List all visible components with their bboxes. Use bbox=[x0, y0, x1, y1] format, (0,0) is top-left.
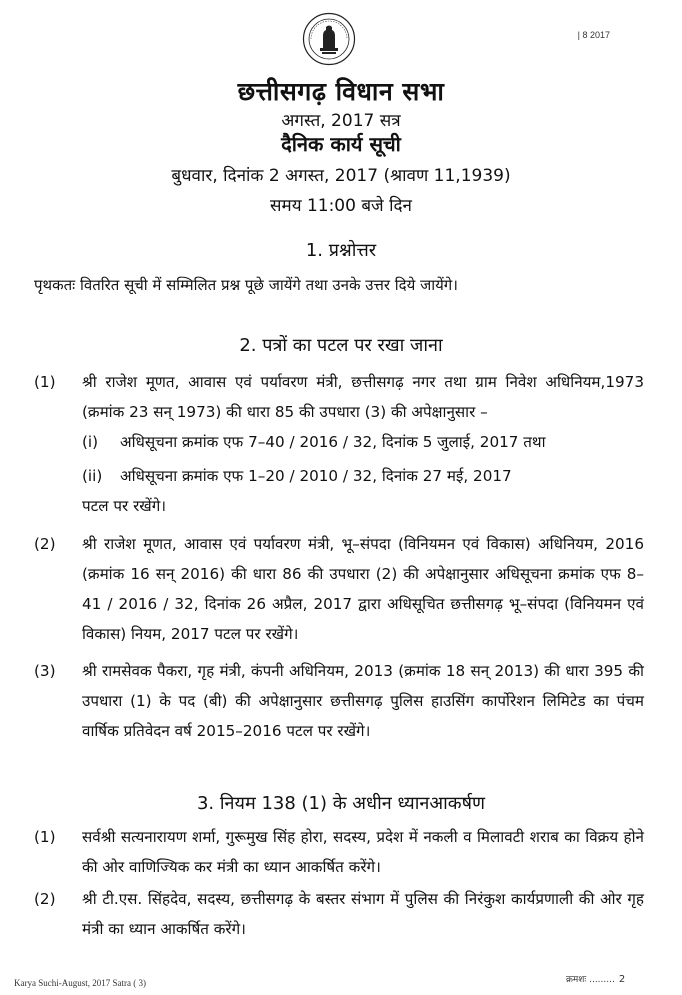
agenda-title: दैनिक कार्य सूची bbox=[281, 132, 401, 156]
section-heading-papers: 2. पत्रों का पटल पर रखा जाना bbox=[239, 335, 443, 356]
item-text: श्री टी.एस. सिंहदेव, सदस्य, छत्तीसगढ़ के बस्तर संभाग में पुलिस की निरंकुश कार्यप्रणाली की ओर गृह मंत्री का ध्यान आकर्षित करेंगे। bbox=[82, 890, 644, 938]
section-text-questions: पृथकतः वितरित सूची में सम्मिलित प्रश्न पूछे जायेंगे तथा उनके उत्तर दिये जायेंगे। bbox=[34, 276, 458, 294]
subitem-text: अधिसूचना क्रमांक एफ 1–20 / 2010 / 32, दिनांक 27 मई, 2017 bbox=[120, 467, 512, 485]
subitem bbox=[82, 461, 512, 491]
subitem-roman: (ii) bbox=[82, 467, 103, 485]
continued-marker bbox=[566, 972, 625, 985]
item-number: (2) bbox=[34, 535, 56, 553]
assembly-emblem-icon bbox=[302, 12, 356, 66]
page-number: 2 bbox=[618, 974, 626, 985]
subitem-text: अधिसूचना क्रमांक एफ 7–40 / 2016 / 32, दिनांक 5 जुलाई, 2017 तथा bbox=[120, 433, 546, 451]
item-number: (1) bbox=[34, 828, 56, 846]
date-line: बुधवार, दिनांक 2 अगस्त, 2017 (श्रावण 11,1939) bbox=[171, 166, 511, 186]
item-text: श्री राजेश मूणत, आवास एवं पर्यावरण मंत्री, छत्तीसगढ़ नगर तथा ग्राम निवेश अधिनियम,1973 (क्रमांक 23 सन् 1973) की धारा 85 की उपधारा (3) की अपेक्षानुसार – bbox=[82, 373, 644, 421]
section-heading-questions: 1. प्रश्नोत्तर bbox=[305, 240, 377, 261]
continued-label: क्रमशः ......... bbox=[566, 975, 615, 985]
subitem bbox=[82, 427, 546, 457]
footer-label: Karya Suchi-August, 2017 Satra ( 3) bbox=[14, 978, 146, 988]
item-closing: पटल पर रखेंगे। bbox=[82, 497, 167, 515]
item-text: श्री रामसेवक पैकरा, गृह मंत्री, कंपनी अधिनियम, 2013 (क्रमांक 18 सन् 2013) की धारा 395 की उपधारा (1) के पद (बी) की अपेक्षानुसार छत्तीसगढ़ पुलिस हाउसिंग कार्पोरेशन लिमिटेड का पंचम वार्षिक प्रतिवेदन वर्ष 2015–2016 पटल पर रखेंगे। bbox=[82, 662, 644, 740]
item-text: श्री राजेश मूणत, आवास एवं पर्यावरण मंत्री, भू–संपदा (विनियमन एवं विकास) अधिनियम, 2016 (क्रमांक 16 सन् 2016) की धारा 86 की उपधारा (2) की अपेक्षानुसार अधिसूचना क्रमांक एफ 8–41 / 2016 / 32, दिनांक 26 अप्रैल, 2017 द्वारा अधिसूचित छत्तीसगढ़ भू–संपदा (विनियमन एवं विकास) नियम, 2017 पटल पर रखेंगे। bbox=[82, 535, 645, 643]
section-heading-calling-attention: 3. नियम 138 (1) के अधीन ध्यानआकर्षण bbox=[196, 793, 485, 814]
session-label: अगस्त, 2017 सत्र bbox=[281, 111, 401, 131]
assembly-title: छत्तीसगढ़ विधान सभा bbox=[237, 77, 445, 106]
time-line: समय 11:00 बजे दिन bbox=[270, 196, 412, 216]
item-number: (1) bbox=[34, 373, 56, 391]
item-text: सर्वश्री सत्यनारायण शर्मा, गुरूमुख सिंह होरा, सदस्य, प्रदेश में नकली व मिलावटी शराब का विक्रय होने की ओर वाणिज्यिक कर मंत्री का ध्यान आकर्षित करेंगे। bbox=[82, 828, 644, 876]
item-number: (3) bbox=[34, 662, 56, 680]
subitem-roman: (i) bbox=[82, 433, 99, 451]
document-number: | 8 2017 bbox=[577, 30, 610, 40]
item-number: (2) bbox=[34, 890, 56, 908]
